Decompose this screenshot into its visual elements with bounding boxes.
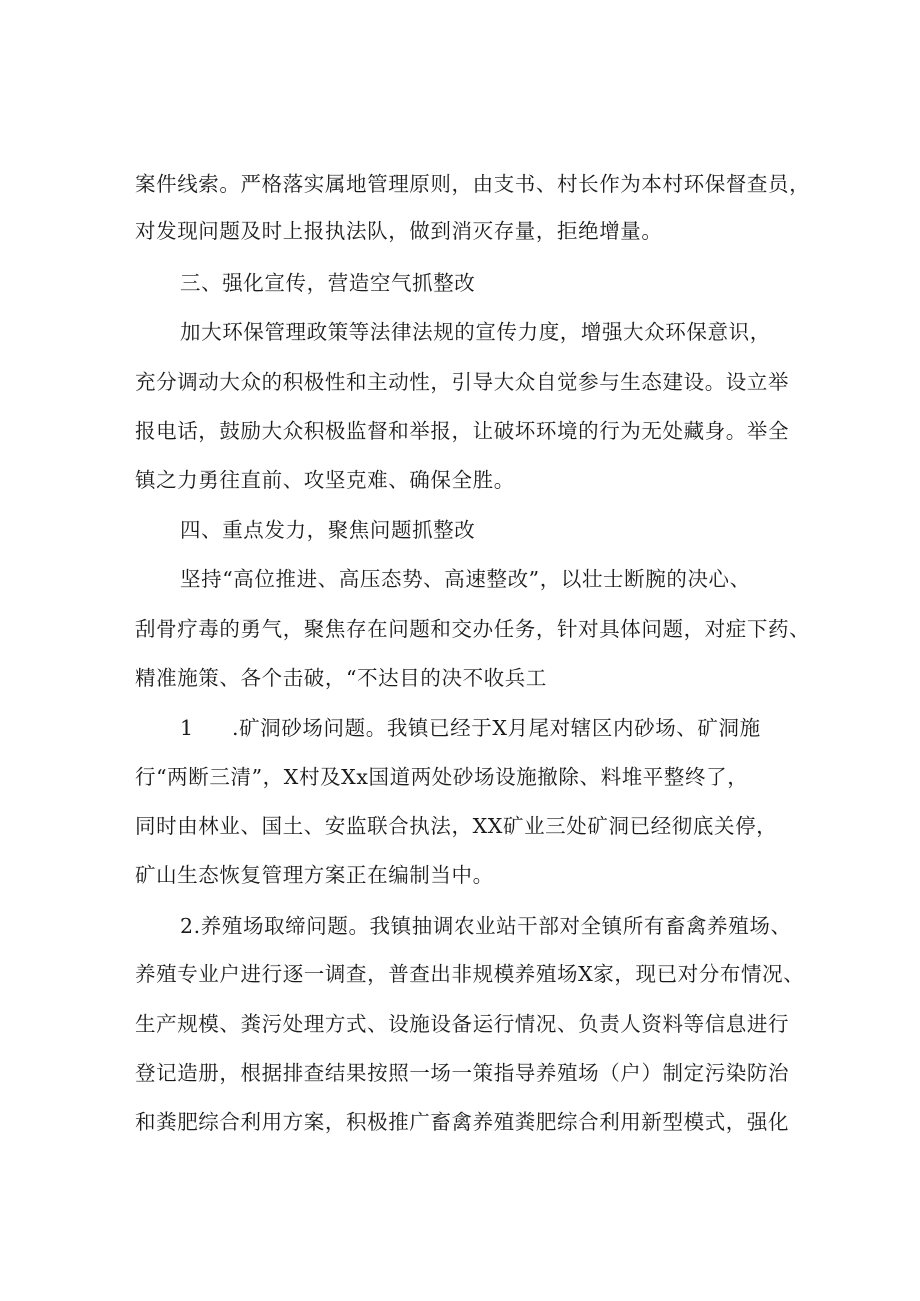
text-line-4: 加大环保管理政策等法律法规的宣传力度，增强大众环保意识， [180,320,771,344]
text-line-16: 2.养殖场取缔问题。我镇抽调农业站干部对全镇所有畜禽养殖场、 [180,914,792,938]
section-heading-4: 四、重点发力，聚焦问题抓整改 [180,518,476,542]
text-line-7: 镇之力勇往直前、攻坚克难、确保全胜。 [135,468,515,492]
text-line-13: 行“两断三清”，X村及Xx国道两处砂场设施撤除、料堆平整终了， [135,765,749,789]
text-line-9: 坚持“高位推进、高压态势、高速整改”，以壮士断腕的决心、 [180,567,751,591]
text-line-17: 养殖专业户进行逐一调查，普查出非规模养殖场X家，现已对分布情况、 [135,962,805,986]
item-number-1: 1 [180,716,194,740]
text-line-6: 报电话，鼓励大众积极监督和举报，让破坏环境的行为无处藏身。举全 [135,419,790,443]
text-line-12: .矿洞砂场问题。我镇已经于X月尾对辖区内砂场、矿洞施 [232,716,761,740]
text-line-5: 充分调动大众的积极性和主动性，引导大众自觉参与生态建设。设立举 [135,370,790,394]
text-line-14: 同时由林业、国土、安监联合执法，XX矿业三处矿洞已经彻底关停， [135,814,778,838]
text-line-10: 刮骨疗毒的勇气，聚焦存在问题和交办任务，针对具体问题，对症下药、 [135,617,811,641]
text-line-20: 和粪肥综合利用方案，积极推广畜禽养殖粪肥综合利用新型模式，强化 [135,1110,790,1134]
text-line-11: 精准施策、各个击破，“不达目的决不收兵工 [135,666,547,690]
text-line-1: 案件线索。严格落实属地管理原则，由支书、村长作为本村环保督查员， [135,172,811,196]
text-line-19: 登记造册，根据排查结果按照一场一策指导养殖场（户）制定污染防治 [135,1061,790,1085]
text-line-15: 矿山生态恢复管理方案正在编制当中。 [135,863,494,887]
text-line-18: 生产规模、粪污处理方式、设施设备运行情况、负责人资料等信息进行 [135,1012,790,1036]
text-line-2: 对发现问题及时上报执法队，做到消灭存量，拒绝增量。 [135,219,663,243]
section-heading-3: 三、强化宣传，营造空气抓整改 [180,271,476,295]
